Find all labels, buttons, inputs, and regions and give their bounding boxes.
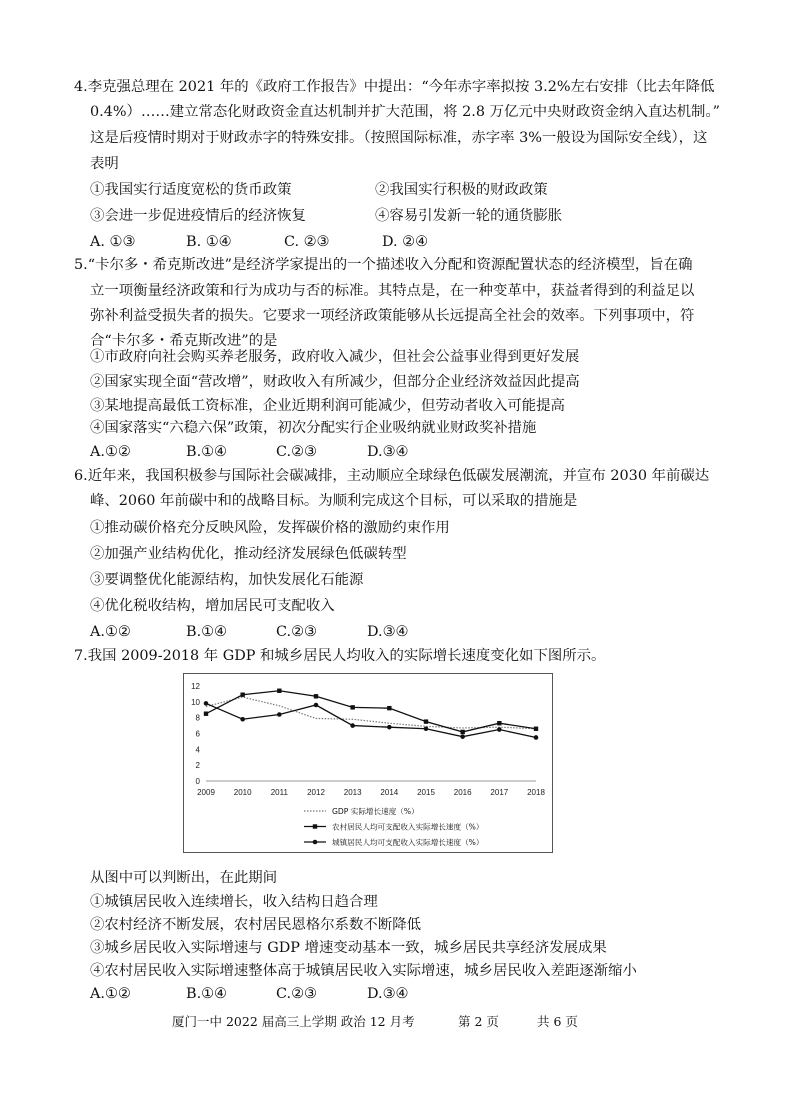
x-tick-label: 2012 [307,788,325,797]
question-5-line: 立一项衡量经济政策和行为成功与否的标准。其特点是，在一种变革中，获益者得到的利益足以 [90,283,695,299]
chart-svg [184,674,552,852]
question-7-item: ①城镇居民收入连续增长，收入结构日趋合理 [90,894,378,910]
footer-page-number: 第 2 页 [458,1014,499,1029]
data-point-square [240,693,244,697]
y-tick-label: 4 [195,745,200,755]
data-point-square [350,705,354,709]
data-point-circle [277,712,282,717]
data-point-square [387,706,391,710]
question-5-choice-b[interactable]: B.①④ [186,444,227,460]
x-tick-label: 2009 [197,788,215,797]
data-point-circle [424,726,429,731]
x-tick-label: 2013 [343,788,362,797]
question-4-item: ②我国实行积极的财政政策 [375,182,548,198]
y-tick-label: 6 [195,729,200,739]
data-point-square [204,712,208,716]
data-point-circle [350,723,355,728]
question-6-choice-a[interactable]: A.①② [90,624,131,640]
question-6-item: ③要调整优化能源结构，加快发展化石能源 [90,572,364,588]
data-point-circle [460,734,465,739]
series-line-1 [206,697,536,729]
question-4-item: ④容易引发新一轮的通货膨胀 [375,208,563,224]
data-point-circle [497,727,502,732]
question-5-item: ④国家落实“六稳六保”政策，初次分配实行企业吸纳就业财政奖补措施 [90,420,537,436]
data-point-circle [387,725,392,730]
question-7-item: ④农村居民收入实际增速整体高于城镇居民收入实际增速，城乡居民收入差距逐渐缩小 [90,963,637,979]
data-point-square [497,721,501,725]
question-5-item: ②国家实现全面“营改增”，财政收入有所减少，但部分企业经济效益因此提高 [90,374,580,390]
data-point-circle [240,717,245,722]
data-point-square [424,719,428,723]
data-point-square [277,689,281,693]
question-5-item: ③某地提高最低工资标准，企业近期利润可能减少，但劳动者收入可能提高 [90,398,565,414]
question-6-choice-d[interactable]: D.③④ [367,624,409,640]
y-tick-label: 12 [191,682,200,691]
growth-line-chart [183,673,553,853]
question-6-choice-c[interactable]: C.②③ [276,624,317,640]
data-point-square [534,727,538,731]
question-4-choice-a[interactable]: A. ①③ [90,234,136,250]
question-7-line: 7.我国 2009-2018 年 GDP 和城乡居民人均收入的实际增长速度变化如下图所示。 [74,648,606,664]
question-7-choice-b[interactable]: B.①④ [186,986,227,1002]
footer-exam-title: 厦门一中 2022 届高三上学期 政治 12 月考 [172,1014,415,1029]
x-tick-label: 2010 [233,788,252,797]
y-tick-label: 2 [195,761,200,771]
data-point-circle [534,735,539,740]
legend-label-3: 城镇居民人均可支配收入实际增长速度（%） [332,838,484,847]
question-4-choice-c[interactable]: C. ②③ [284,234,330,250]
legend-marker-square [313,824,317,828]
question-4-line: 4.李克强总理在 2021 年的《政府工作报告》中提出：“今年赤字率拟按 3.2%左右安排（比去年降低 [74,79,715,95]
x-tick-label: 2011 [270,788,288,797]
question-6-item: ④优化税收结构，增加居民可支配收入 [90,598,335,614]
question-4-choice-b[interactable]: B. ①④ [186,234,232,250]
y-tick-label: 0 [195,777,200,786]
series-line-3 [206,703,536,737]
question-4-item: ①我国实行适度宽松的货币政策 [90,182,292,198]
question-5-item: ①市政府向社会购买养老服务，政府收入减少，但社会公益事业得到更好发展 [90,349,580,365]
footer-total-pages: 共 6 页 [537,1014,578,1029]
question-5-line: 合“卡尔多・希克斯改进”的是 [90,333,278,349]
question-6-choice-b[interactable]: B.①④ [186,624,227,640]
question-4-item: ③会进一步促进疫情后的经济恢复 [90,208,306,224]
x-tick-label: 2017 [490,788,509,797]
question-5-line: 5.“卡尔多・希克斯改进”是经济学家提出的一个描述收入分配和资源配置状态的经济模型，旨在确 [74,257,693,273]
question-5-choice-d[interactable]: D.③④ [367,444,409,460]
y-tick-label: 10 [191,697,200,707]
question-7-choice-a[interactable]: A.①② [90,986,131,1002]
x-tick-label: 2018 [527,788,545,797]
x-tick-label: 2014 [380,788,399,797]
question-5-choice-c[interactable]: C.②③ [276,444,317,460]
legend-marker-circle [313,840,318,845]
question-7-choice-d[interactable]: D.③④ [367,986,409,1002]
question-4-line: 0.4%）……建立常态化财政资金直达机制并扩大范围，将 2.8 万亿元中央财政资金纳入直达机制。” [90,104,720,120]
question-6-item: ②加强产业结构优化，推动经济发展绿色低碳转型 [90,546,407,562]
data-point-circle [314,703,319,708]
x-tick-label: 2016 [453,788,472,797]
legend-label-2: 农村居民人均可支配收入实际增长速度（%） [332,822,484,832]
question-4-choice-d[interactable]: D. ②④ [382,234,428,250]
question-6-item: ①推动碳价格充分反映风险，发挥碳价格的激励约束作用 [90,520,450,536]
data-point-square [460,730,464,734]
question-5-choice-a[interactable]: A.①② [90,444,131,460]
y-tick-label: 8 [195,713,200,723]
data-point-square [314,694,318,698]
x-tick-label: 2015 [417,788,435,797]
question-4-line: 这是后疫情时期对于财政赤字的特殊安排。（按照国际标准，赤字率 3%一般设为国际安全线），这 [90,130,708,146]
question-7-item: ②农村经济不断发展，农村居民恩格尔系数不断降低 [90,917,421,933]
question-5-line: 弥补利益受损失者的损失。它要求一项经济政策能够从长远提高全社会的效率。下列事项中，符 [90,308,695,324]
legend-label-1: GDP 实际增长速度（%） [332,807,419,816]
question-7-prompt: 从图中可以判断出，在此期间 [90,870,278,886]
question-7-item: ③城乡居民收入实际增速与 GDP 增速变动基本一致，城乡居民共享经济发展成果 [90,940,607,956]
question-6-line: 6.近年来，我国积极参与国际社会碳减排，主动顺应全球绿色低碳发展潮流，并宣布 2030 年前碳达 [74,468,710,484]
question-6-line: 峰、2060 年前碳中和的战略目标。为顺利完成这个目标，可以采取的措施是 [90,493,578,509]
data-point-circle [204,701,209,706]
question-4-line: 表明 [90,156,119,172]
question-7-choice-c[interactable]: C.②③ [276,986,317,1002]
